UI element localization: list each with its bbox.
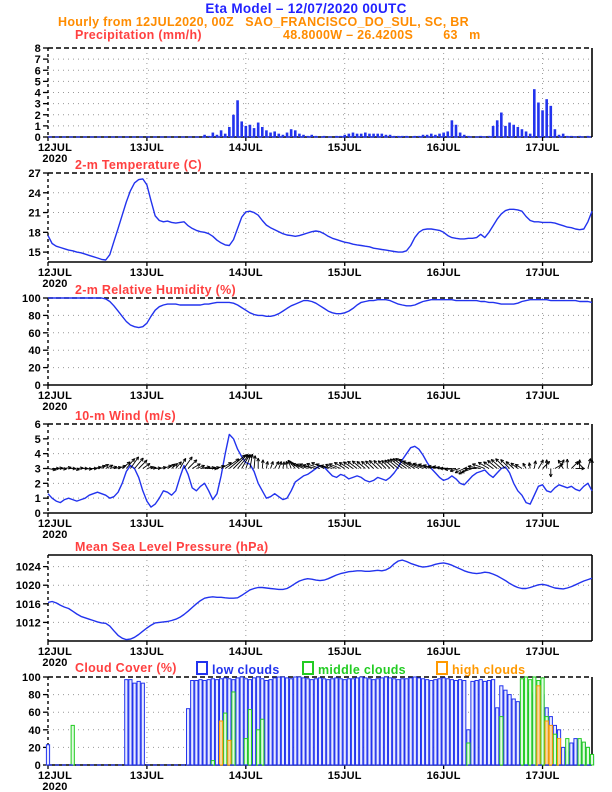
- svg-text:17JUL: 17JUL: [525, 390, 560, 402]
- svg-text:13JUL: 13JUL: [129, 267, 164, 279]
- svg-text:40: 40: [28, 724, 41, 737]
- svg-text:0: 0: [34, 508, 41, 520]
- svg-text:60: 60: [28, 327, 41, 340]
- panel-2-plot: [28, 168, 592, 290]
- svg-text:2: 2: [34, 478, 41, 491]
- svg-text:2020: 2020: [42, 529, 68, 541]
- svg-text:12JUL: 12JUL: [37, 770, 73, 782]
- svg-text:2020: 2020: [42, 401, 68, 413]
- panel-1-plot: [35, 43, 592, 165]
- svg-text:4: 4: [34, 87, 41, 100]
- svg-text:6: 6: [34, 65, 41, 78]
- panel-title-precipitation: Precipitation (mm/h): [75, 28, 202, 42]
- svg-text:16JUL: 16JUL: [426, 518, 461, 530]
- svg-text:16JUL: 16JUL: [426, 142, 461, 154]
- svg-text:15JUL: 15JUL: [327, 770, 362, 782]
- panel-title-temperature: 2-m Temperature (C): [75, 158, 203, 172]
- svg-text:0: 0: [34, 132, 41, 144]
- panel-title-wind: 10-m Wind (m/s): [75, 409, 176, 423]
- svg-text:14JUL: 14JUL: [228, 646, 263, 658]
- legend-middle-clouds: middle clouds: [302, 661, 406, 677]
- svg-text:8: 8: [34, 43, 41, 55]
- svg-text:2020: 2020: [42, 278, 68, 290]
- svg-text:24: 24: [28, 187, 41, 200]
- svg-text:13JUL: 13JUL: [129, 770, 164, 782]
- svg-text:14JUL: 14JUL: [228, 390, 263, 402]
- svg-text:40: 40: [28, 345, 41, 358]
- svg-text:13JUL: 13JUL: [129, 646, 164, 658]
- page-title: Eta Model – 12/07/2020 00UTC: [205, 1, 407, 16]
- panel-6-plot: [22, 672, 594, 792]
- svg-text:14JUL: 14JUL: [228, 142, 263, 154]
- svg-text:100: 100: [22, 293, 41, 305]
- legend-low-clouds: low clouds: [196, 661, 280, 677]
- svg-text:27: 27: [28, 168, 41, 180]
- svg-text:0: 0: [34, 380, 41, 392]
- svg-text:20: 20: [28, 742, 41, 755]
- svg-text:16JUL: 16JUL: [426, 770, 461, 782]
- svg-text:12JUL: 12JUL: [37, 646, 73, 658]
- svg-text:14JUL: 14JUL: [228, 518, 263, 530]
- svg-text:5: 5: [34, 76, 41, 89]
- svg-text:1024: 1024: [15, 561, 41, 574]
- low-clouds-bars: [46, 677, 593, 765]
- panel-5-plot: [16, 555, 592, 669]
- svg-text:15JUL: 15JUL: [327, 646, 362, 658]
- svg-text:16JUL: 16JUL: [426, 646, 461, 658]
- data-line: [48, 560, 592, 640]
- svg-text:13JUL: 13JUL: [129, 390, 164, 402]
- svg-text:17JUL: 17JUL: [525, 142, 560, 154]
- svg-text:18: 18: [28, 227, 41, 240]
- svg-text:3: 3: [34, 98, 41, 111]
- svg-text:21: 21: [28, 207, 41, 220]
- svg-text:12JUL: 12JUL: [37, 142, 73, 154]
- svg-text:14JUL: 14JUL: [228, 267, 263, 279]
- svg-text:15JUL: 15JUL: [327, 390, 362, 402]
- svg-text:15JUL: 15JUL: [327, 142, 362, 154]
- svg-text:100: 100: [22, 672, 41, 684]
- svg-text:1: 1: [34, 120, 41, 133]
- svg-text:1016: 1016: [15, 598, 41, 611]
- svg-text:1012: 1012: [15, 617, 41, 630]
- svg-text:7: 7: [34, 54, 41, 67]
- svg-text:1: 1: [34, 493, 41, 506]
- panel-3-plot: [22, 293, 592, 413]
- svg-text:80: 80: [28, 310, 41, 323]
- run-info-line: Hourly from 12JUL2020, 00Z SAO_FRANCISCO_DO_SUL, SC, BR: [58, 15, 469, 29]
- svg-text:2020: 2020: [42, 781, 68, 792]
- svg-text:2: 2: [34, 109, 41, 122]
- precip-bars: [203, 89, 589, 137]
- svg-text:5: 5: [34, 433, 41, 446]
- panel-4-plot: [35, 419, 594, 541]
- station-coords: 48.8000W – 26.4200S 63 m: [283, 28, 481, 42]
- svg-text:80: 80: [28, 689, 41, 702]
- data-line: [48, 298, 592, 328]
- svg-text:20: 20: [28, 362, 41, 375]
- svg-text:15JUL: 15JUL: [327, 518, 362, 530]
- panel-title-cloud-cover: Cloud Cover (%): [75, 661, 177, 675]
- svg-text:17JUL: 17JUL: [525, 770, 560, 782]
- svg-text:0: 0: [34, 760, 41, 772]
- svg-text:2020: 2020: [42, 657, 68, 669]
- data-line: [48, 434, 592, 507]
- svg-text:17JUL: 17JUL: [525, 646, 560, 658]
- data-line: [48, 179, 592, 260]
- svg-text:16JUL: 16JUL: [426, 390, 461, 402]
- svg-text:12JUL: 12JUL: [37, 390, 73, 402]
- svg-text:12JUL: 12JUL: [37, 518, 73, 530]
- svg-text:16JUL: 16JUL: [426, 267, 461, 279]
- svg-text:13JUL: 13JUL: [129, 518, 164, 530]
- svg-text:17JUL: 17JUL: [525, 518, 560, 530]
- svg-text:14JUL: 14JUL: [228, 770, 263, 782]
- svg-text:13JUL: 13JUL: [129, 142, 164, 154]
- svg-text:12JUL: 12JUL: [37, 267, 73, 279]
- svg-text:3: 3: [34, 463, 41, 476]
- svg-text:17JUL: 17JUL: [525, 267, 560, 279]
- svg-text:15: 15: [28, 247, 41, 260]
- svg-text:2020: 2020: [42, 153, 68, 165]
- svg-text:60: 60: [28, 707, 41, 720]
- svg-text:6: 6: [34, 419, 41, 431]
- panel-title-humidity: 2-m Relative Humidity (%): [75, 283, 237, 297]
- svg-text:15JUL: 15JUL: [327, 267, 362, 279]
- svg-text:4: 4: [34, 448, 41, 461]
- panel-title-pressure: Mean Sea Level Pressure (hPa): [75, 540, 269, 554]
- svg-text:1020: 1020: [15, 580, 41, 593]
- legend-high-clouds: high clouds: [436, 661, 525, 677]
